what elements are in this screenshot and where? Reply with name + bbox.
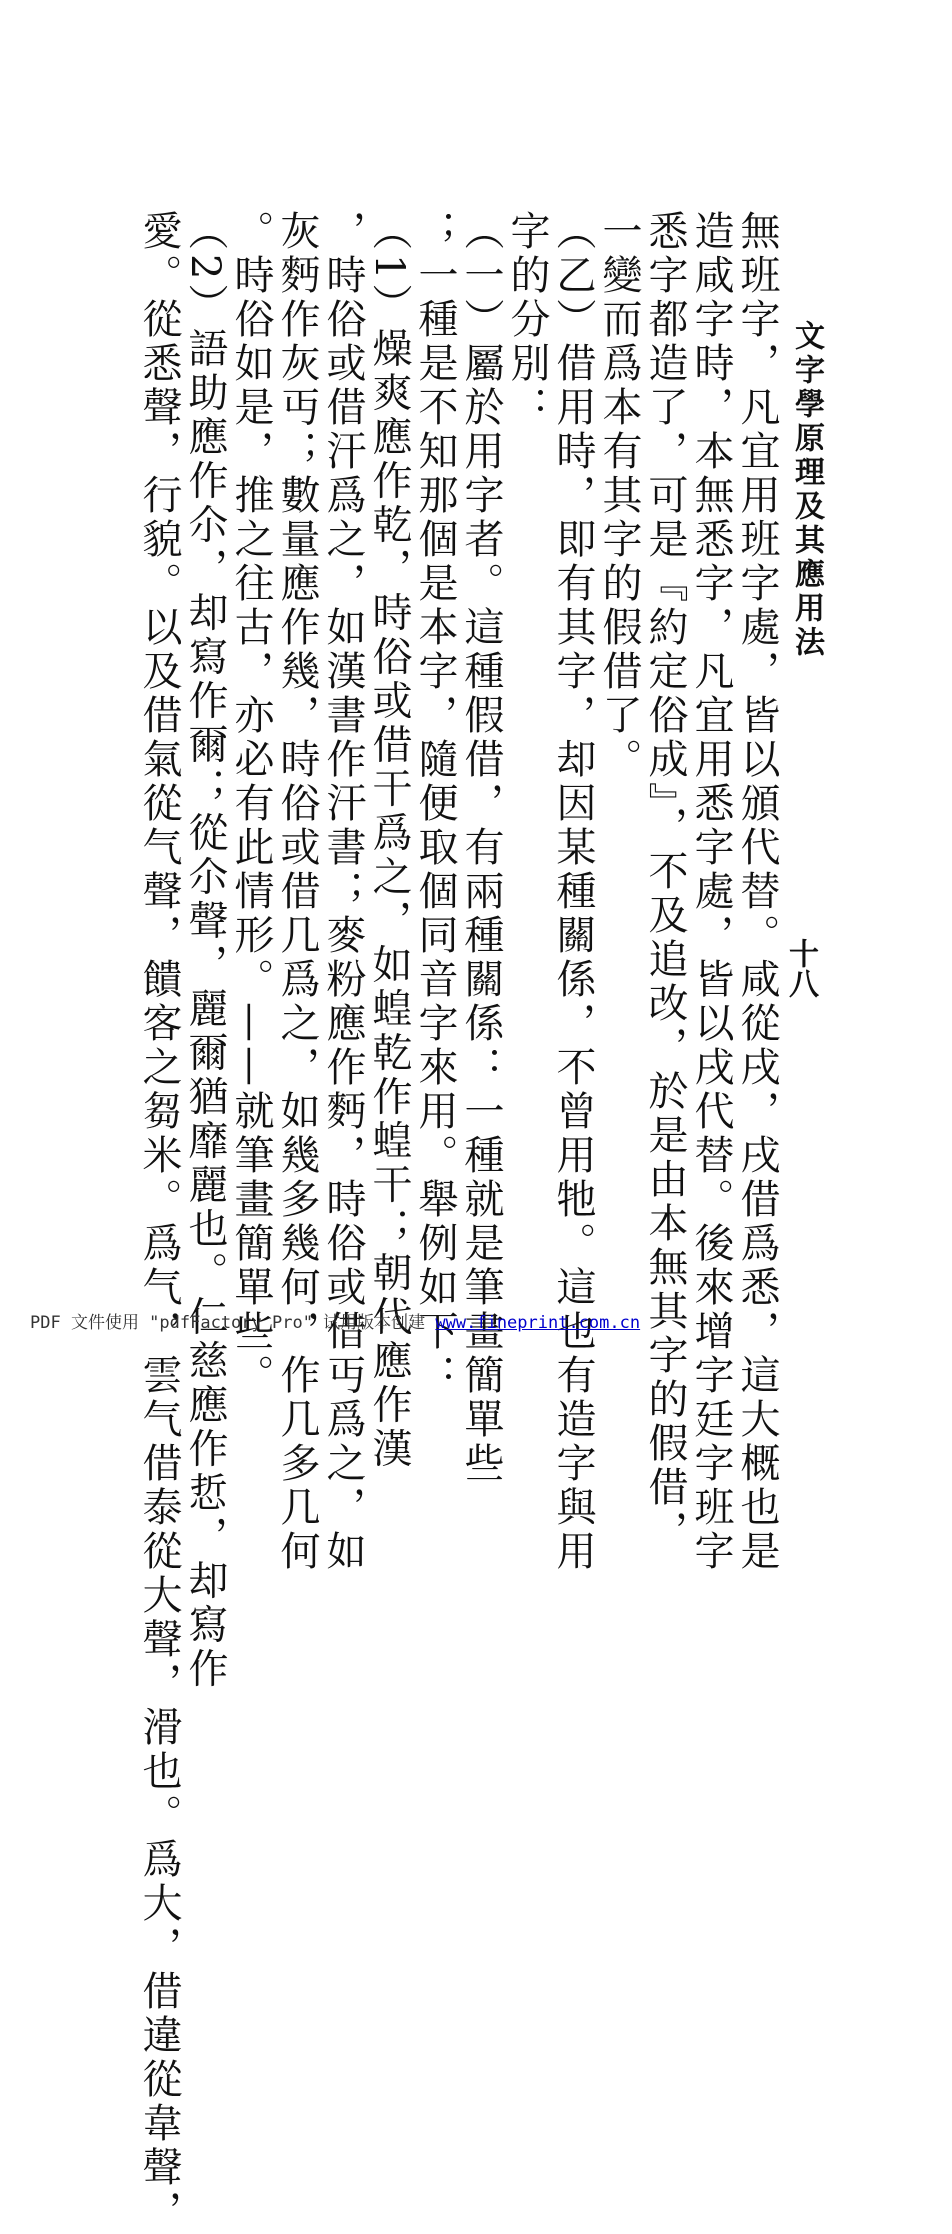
text-column: 愛。從悉聲，行貌。以及借氣從气聲，饋客之芻米。爲气，雲气借泰從大聲，滑也。爲大，借違從韋聲， xyxy=(136,210,182,2234)
text-column: （一）屬於用字者。這種假借，有兩種關係：一種就是筆畫簡單些 xyxy=(458,210,504,1486)
footer-watermark xyxy=(30,1308,640,1333)
footer-text: PDF 文件使用 "pdfFactory Pro" 试用版本创建 xyxy=(30,1313,436,1333)
text-column: 一變而爲本有其字的假借了。 xyxy=(596,210,642,782)
text-column: ；一種是不知那個是本字，隨便取個同音字來用。舉例如下： xyxy=(412,210,458,1398)
text-column: ，時俗或借汗爲之，如漢書作汗書；麥粉應作麪，時俗或借丏爲之，如 xyxy=(320,210,366,1574)
page-title: 文字學原理及其應用法 xyxy=(789,320,824,660)
text-column: （2）語助應作尒，却寫作爾；從尒聲，麗爾猶靡麗也。仁慈應作悊，却寫作 xyxy=(182,210,228,1692)
text-column: 灰麪作灰丏；數量應作幾，時俗或借几爲之，如幾多幾何，作几多几何 xyxy=(274,210,320,1574)
text-column: 字的分別： xyxy=(504,210,550,430)
page-number: 十八 xyxy=(783,938,818,998)
text-column: （乙）借用時，即有其字，却因某種關係，不曾用牠。這也有造字與用 xyxy=(550,210,596,1574)
text-column: 。時俗如是，推之往古，亦必有此情形。——就筆畫簡單些。 xyxy=(228,210,274,1398)
footer-link[interactable]: www.fineprint.com.cn xyxy=(435,1313,641,1333)
text-column: 無班字，凡宜用班字處，皆以頒代替。咸從戌，戌借爲悉，這大概也是 xyxy=(734,210,780,1574)
text-column: 悉字都造了，可是『約定俗成』，不及追改，於是由本無其字的假借， xyxy=(642,210,688,1554)
text-column: 造咸字時，本無悉字，凡宜用悉字處，皆以戌代替。後來增字廷字班字 xyxy=(688,210,734,1574)
text-column: （1）燥爽應作乾，時俗或借干爲之，如蝗乾作蝗干；朝代應作漢 xyxy=(366,210,412,1472)
